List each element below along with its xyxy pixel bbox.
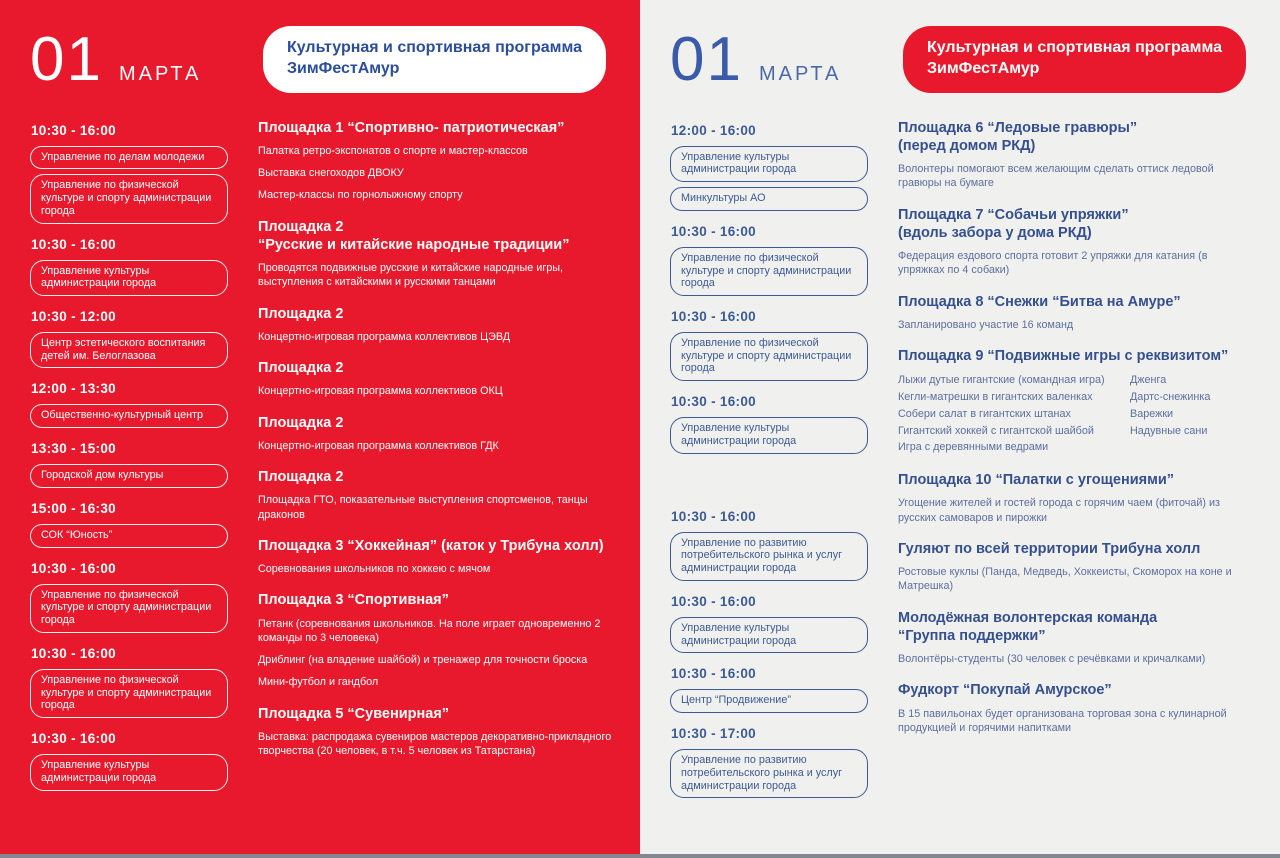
schedule-group <box>30 646 228 718</box>
venue-title-line: Гуляют по всей территории Трибуна холл <box>898 540 1201 557</box>
time-label: 12:00 - 16:00 <box>671 122 756 138</box>
schedule-group <box>670 394 868 453</box>
schedule-group <box>30 441 228 488</box>
time-label: 10:30 - 17:00 <box>671 726 756 742</box>
organization-pill: Управление по развитию потребительского рынка и услуг администрации города <box>670 532 868 581</box>
venue-title-line: (вдоль забора у дома РКД) <box>898 224 1092 241</box>
venue-paragraph: В 15 павильонах будет организована торговая зона с кулинарной продукцией и горячими напитками <box>898 707 1227 734</box>
schedule-group <box>30 237 228 296</box>
venue-paragraph: Проводятся подвижные русские и китайские народные игры, выступления с китайскими и русскими танцами <box>258 262 564 289</box>
organization-pill: Центр эстетического воспитания детей им. Белоглазова <box>30 332 228 368</box>
venue-paragraph: Площадка ГТО, показательные выступления спортсменов, танцы драконов <box>258 494 588 521</box>
venue-title-line: Площадка 9 “Подвижные игры с реквизитом” <box>898 348 1229 365</box>
venue-title <box>258 414 612 432</box>
organization-pill: Городской дом культуры <box>30 464 228 488</box>
organization-pill: Управление культуры администрации города <box>30 754 228 790</box>
venue-title-line: Площадка 2 <box>258 469 344 486</box>
venue-title-line: (перед домом РКД) <box>898 137 1036 154</box>
schedule-group <box>30 381 228 428</box>
organization-pill: Управление культуры администрации города <box>670 146 868 182</box>
venue-paragraph: Соревнования школьников по хоккею с мячом <box>258 563 491 576</box>
venue-title <box>898 347 1252 365</box>
venue-paragraph: Выставка: распродажа сувениров мастеров декоративно-прикладного творчества (20 человек, в т.ч. 5 человек из Татарстана) <box>258 731 612 758</box>
game-item: Игра с деревянными ведрами <box>898 441 1049 454</box>
venue-title-line: Площадка 7 “Собачьи упряжки” <box>898 206 1129 223</box>
venue-paragraph: Дриблинг (на владение шайбой) и тренажер для точности броска <box>258 654 588 667</box>
venue-paragraph: Петанк (соревнования школьников. На поле играет одновременно 2 команды по 3 человека) <box>258 617 601 644</box>
venue-title <box>898 681 1252 699</box>
venue-title <box>258 537 612 555</box>
venue-paragraph: Палатка ретро-экспонатов о спорте и мастер-классов <box>258 144 528 157</box>
venue-block <box>258 119 612 203</box>
venue-paragraph: Концертно-игровая программа коллективов ЦЭВД <box>258 330 511 343</box>
game-columns <box>898 372 1252 456</box>
venue-block <box>258 705 612 759</box>
schedule-group <box>670 224 868 296</box>
time-label: 10:30 - 16:00 <box>31 645 116 661</box>
venue-block <box>898 681 1252 735</box>
venue-title <box>898 206 1252 243</box>
venue-title-line: Молодёжная волонтерская команда <box>898 609 1158 626</box>
right-schedule-column <box>670 119 868 812</box>
venue-block <box>898 119 1252 191</box>
venue-paragraph: Волонтёры-студенты (30 человек с речёвками и кричалками) <box>898 653 1206 666</box>
game-item: Лыжи дутые гигантские (командная игра) <box>898 374 1105 387</box>
venue-title-line: Площадка 6 “Ледовые гравюры” <box>898 119 1138 136</box>
game-item: Дартс-снежинка <box>1130 391 1211 404</box>
venue-paragraph: Запланировано участие 16 команд <box>898 318 1074 331</box>
schedule-group <box>670 309 868 381</box>
venue-title <box>898 609 1252 646</box>
venue-title <box>258 591 612 609</box>
venue-title-line: Площадка 2 <box>258 218 344 235</box>
bottom-divider-bar <box>0 854 1280 858</box>
time-label: 13:30 - 15:00 <box>31 441 116 457</box>
left-title-badge <box>263 26 606 93</box>
organization-pill: Минкультуры АО <box>670 187 868 211</box>
venue-title-line: “Русские и китайские народные традиции” <box>258 236 570 253</box>
right-page-content <box>670 119 1252 812</box>
organization-pill: Общественно-культурный центр <box>30 404 228 428</box>
left-date-number: 01 <box>30 25 103 94</box>
game-list-left <box>898 372 1114 456</box>
venue-block <box>258 468 612 522</box>
venue-block <box>898 540 1252 594</box>
venue-paragraph: Мини-футбол и гандбол <box>258 676 379 689</box>
game-item: Кегли-матрешки в гигантских валенках <box>898 391 1093 404</box>
organization-pill: Управление по физической культуре и спорту администрации города <box>30 669 228 718</box>
time-label: 10:30 - 16:00 <box>671 666 756 682</box>
right-badge-line2: ЗимФестАмур <box>926 59 1040 77</box>
venue-paragraph: Концертно-игровая программа коллективов ОКЦ <box>258 385 503 398</box>
right-date-month: МАРТА <box>758 63 842 85</box>
venue-block <box>258 414 612 454</box>
organization-pill: Управление культуры администрации города <box>670 617 868 653</box>
organization-pill: Управление по развитию потребительского рынка и услуг администрации города <box>670 749 868 798</box>
venue-title <box>258 705 612 723</box>
time-label: 15:00 - 16:30 <box>31 500 116 516</box>
venue-paragraph: Волонтеры помогают всем желающим сделать оттиск ледовой гравюры на бумаге <box>898 163 1214 190</box>
venue-title-line: “Группа поддержки” <box>898 627 1046 644</box>
left-badge-line1: Культурная и спортивная программа <box>286 39 582 56</box>
time-label: 10:30 - 16:00 <box>671 593 756 609</box>
left-badge-line2: ЗимФестАмур <box>286 59 400 77</box>
venue-paragraph: Федерация ездового спорта готовит 2 упряжки для катания (в упряжках по 4 собаки) <box>898 250 1208 277</box>
left-venues-column <box>258 119 612 804</box>
schedule-group <box>670 726 868 798</box>
venue-paragraph: Ростовые куклы (Панда, Медведь, Хоккеисты, Скоморох на коне и Матрешка) <box>898 566 1232 593</box>
venue-block <box>258 305 612 345</box>
time-label: 10:30 - 16:00 <box>31 236 116 252</box>
left-page-header <box>30 26 612 93</box>
schedule-group <box>670 594 868 653</box>
organization-pill: Центр “Продвижение” <box>670 689 868 713</box>
schedule-group <box>30 731 228 790</box>
schedule-group <box>30 501 228 548</box>
venue-title-line: Площадка 3 “Хоккейная” (каток у Трибуна холл) <box>258 537 604 554</box>
venue-title <box>258 218 612 255</box>
venue-title <box>258 305 612 323</box>
venue-title-line: Площадка 10 “Палатки с угощениями” <box>898 472 1174 489</box>
left-date-month: МАРТА <box>118 63 202 85</box>
venue-block <box>258 591 612 689</box>
time-label: 12:00 - 13:30 <box>31 381 116 397</box>
schedule-group <box>30 561 228 633</box>
right-badge-line1: Культурная и спортивная программа <box>926 39 1222 56</box>
time-label: 10:30 - 16:00 <box>671 394 756 410</box>
venue-title-line: Фудкорт “Покупай Амурское” <box>898 682 1112 699</box>
right-title-badge <box>903 26 1246 93</box>
venue-title-line: Площадка 8 “Снежки “Битва на Амуре” <box>898 293 1181 310</box>
venue-title <box>258 468 612 486</box>
left-page-content <box>30 119 612 804</box>
organization-pill: Управление по делам молодежи <box>30 146 228 170</box>
time-label: 10:30 - 16:00 <box>31 731 116 747</box>
game-item: Варежки <box>1130 407 1174 420</box>
venue-paragraph: Угощение жителей и гостей города с горячим чаем (фиточай) из русских самоваров и пирожки <box>898 497 1220 524</box>
right-venues-column <box>898 119 1252 812</box>
game-list-right <box>1130 372 1210 456</box>
venue-block <box>898 206 1252 278</box>
left-schedule-column <box>30 119 228 804</box>
time-label: 10:30 - 12:00 <box>31 309 116 324</box>
time-label: 10:30 - 16:00 <box>671 223 756 239</box>
venue-title <box>258 359 612 377</box>
venue-title-line: Площадка 5 “Сувенирная” <box>258 705 450 722</box>
time-label: 10:30 - 16:00 <box>671 508 756 524</box>
venue-title-line: Площадка 1 “Спортивно- патриотическая” <box>258 119 565 136</box>
venue-block <box>258 537 612 577</box>
game-item: Дженга <box>1130 374 1167 387</box>
time-label: 10:30 - 16:00 <box>31 122 116 138</box>
venue-paragraph: Мастер-классы по горнолыжному спорту <box>258 189 463 202</box>
time-label: 10:30 - 16:00 <box>31 560 116 576</box>
venue-block <box>898 347 1252 456</box>
organization-pill: СОК “Юность” <box>30 524 228 548</box>
venue-title <box>258 119 612 137</box>
right-date-number: 01 <box>670 25 743 94</box>
right-date <box>670 25 842 94</box>
organization-pill: Управление культуры администрации города <box>30 260 228 296</box>
time-label: 10:30 - 16:00 <box>671 309 756 324</box>
right-page-header <box>670 26 1252 93</box>
venue-paragraph: Выставка снегоходов ДВОКУ <box>258 167 404 180</box>
venue-title <box>898 471 1252 489</box>
right-page <box>640 0 1280 858</box>
venue-paragraph: Концертно-игровая программа коллективов ГДК <box>258 439 499 452</box>
venue-title-line: Площадка 3 “Спортивная” <box>258 592 449 609</box>
organization-pill: Управление по физической культуре и спорту администрации города <box>670 247 868 296</box>
organization-pill: Управление культуры администрации города <box>670 417 868 453</box>
venue-block <box>898 609 1252 667</box>
game-item: Гигантский хоккей с гигантской шайбой <box>898 424 1094 437</box>
venue-block <box>258 218 612 290</box>
left-date <box>30 25 202 94</box>
game-item: Собери салат в гигантских штанах <box>898 407 1071 420</box>
venue-block <box>898 293 1252 333</box>
schedule-group <box>30 309 228 368</box>
schedule-group <box>670 666 868 713</box>
schedule-group <box>30 123 228 224</box>
venue-title-line: Площадка 2 <box>258 305 344 322</box>
organization-pill: Управление по физической культуре и спорту администрации города <box>30 584 228 633</box>
organization-pill: Управление по физической культуре и спорту администрации города <box>670 332 868 381</box>
organization-pill: Управление по физической культуре и спорту администрации города <box>30 174 228 223</box>
venue-title <box>898 540 1252 558</box>
schedule-group <box>670 123 868 211</box>
venue-block <box>258 359 612 399</box>
venue-block <box>898 471 1252 525</box>
venue-title <box>898 119 1252 156</box>
game-item: Надувные сани <box>1130 424 1208 437</box>
schedule-group <box>670 509 868 581</box>
venue-title-line: Площадка 2 <box>258 414 344 431</box>
venue-title <box>898 293 1252 311</box>
venue-title-line: Площадка 2 <box>258 360 344 377</box>
